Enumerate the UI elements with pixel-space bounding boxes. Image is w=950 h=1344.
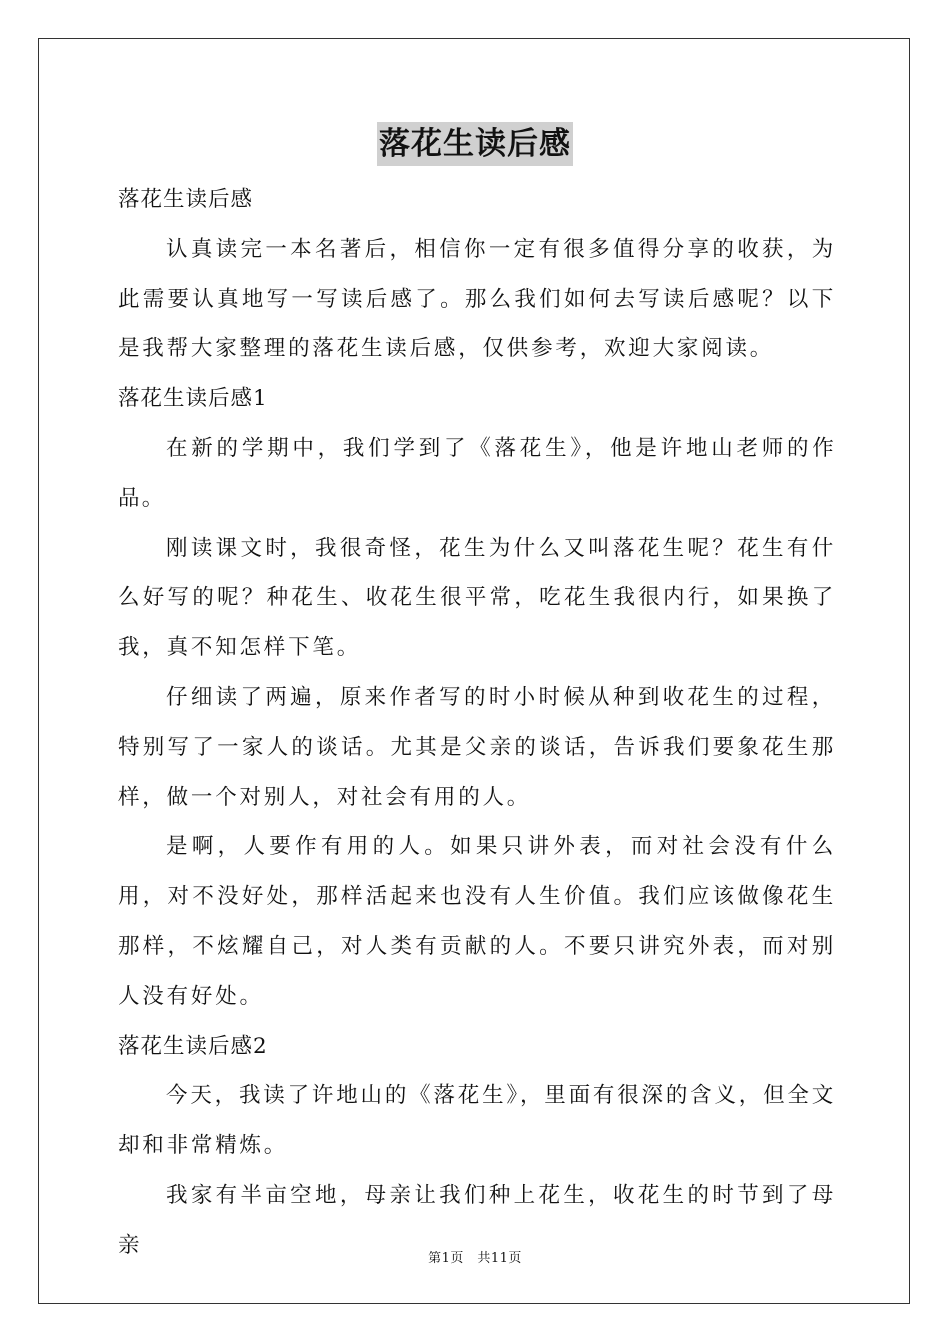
page-footer bbox=[0, 1247, 950, 1266]
document-body bbox=[118, 175, 836, 1271]
paragraph: 在新的学期中，我们学到了《落花生》，他是许地山老师的作品。 bbox=[118, 435, 836, 511]
paragraph: 今天，我读了许地山的《落花生》，里面有很深的含义，但全文却和非常精炼。 bbox=[118, 1083, 836, 1159]
paragraph: 我家有半亩空地，母亲让我们种上花生，收花生的时节到了母亲 bbox=[118, 1182, 836, 1258]
paragraph: 认真读完一本名著后，相信你一定有很多值得分享的收获，为此需要认真地写一写读后感了。那么我们如何去写读后感呢？以下是我帮大家整理的落花生读后感，仅供参考，欢迎大家阅读。 bbox=[118, 236, 836, 362]
paragraph: 是啊，人要作有用的人。如果只讲外表，而对社会没有什么用，对不没好处，那样活起来也没有人生价值。我们应该做像花生那样，不炫耀自己，对人类有贡献的人。不要只讲究外表，而对别人没有好处。 bbox=[118, 834, 836, 1009]
page-number: 第1页 共11页 bbox=[428, 1251, 522, 1266]
document-title: 落花生读后感 bbox=[377, 122, 573, 166]
paragraph: 仔细读了两遍，原来作者写的时小时候从种到收花生的过程，特别写了一家人的谈话。尤其是父亲的谈话，告诉我们要象花生那样，做一个对别人，对社会有用的人。 bbox=[118, 684, 836, 810]
section-heading: 落花生读后感1 bbox=[118, 386, 268, 412]
section-heading: 落花生读后感 bbox=[118, 187, 254, 212]
paragraph: 刚读课文时，我很奇怪，花生为什么又叫落花生呢？花生有什么好写的呢？种花生、收花生很平常，吃花生我很内行，如果换了我，真不知怎样下笔。 bbox=[118, 535, 836, 661]
document-title-wrapper bbox=[0, 122, 950, 166]
section-heading: 落花生读后感2 bbox=[118, 1033, 268, 1059]
